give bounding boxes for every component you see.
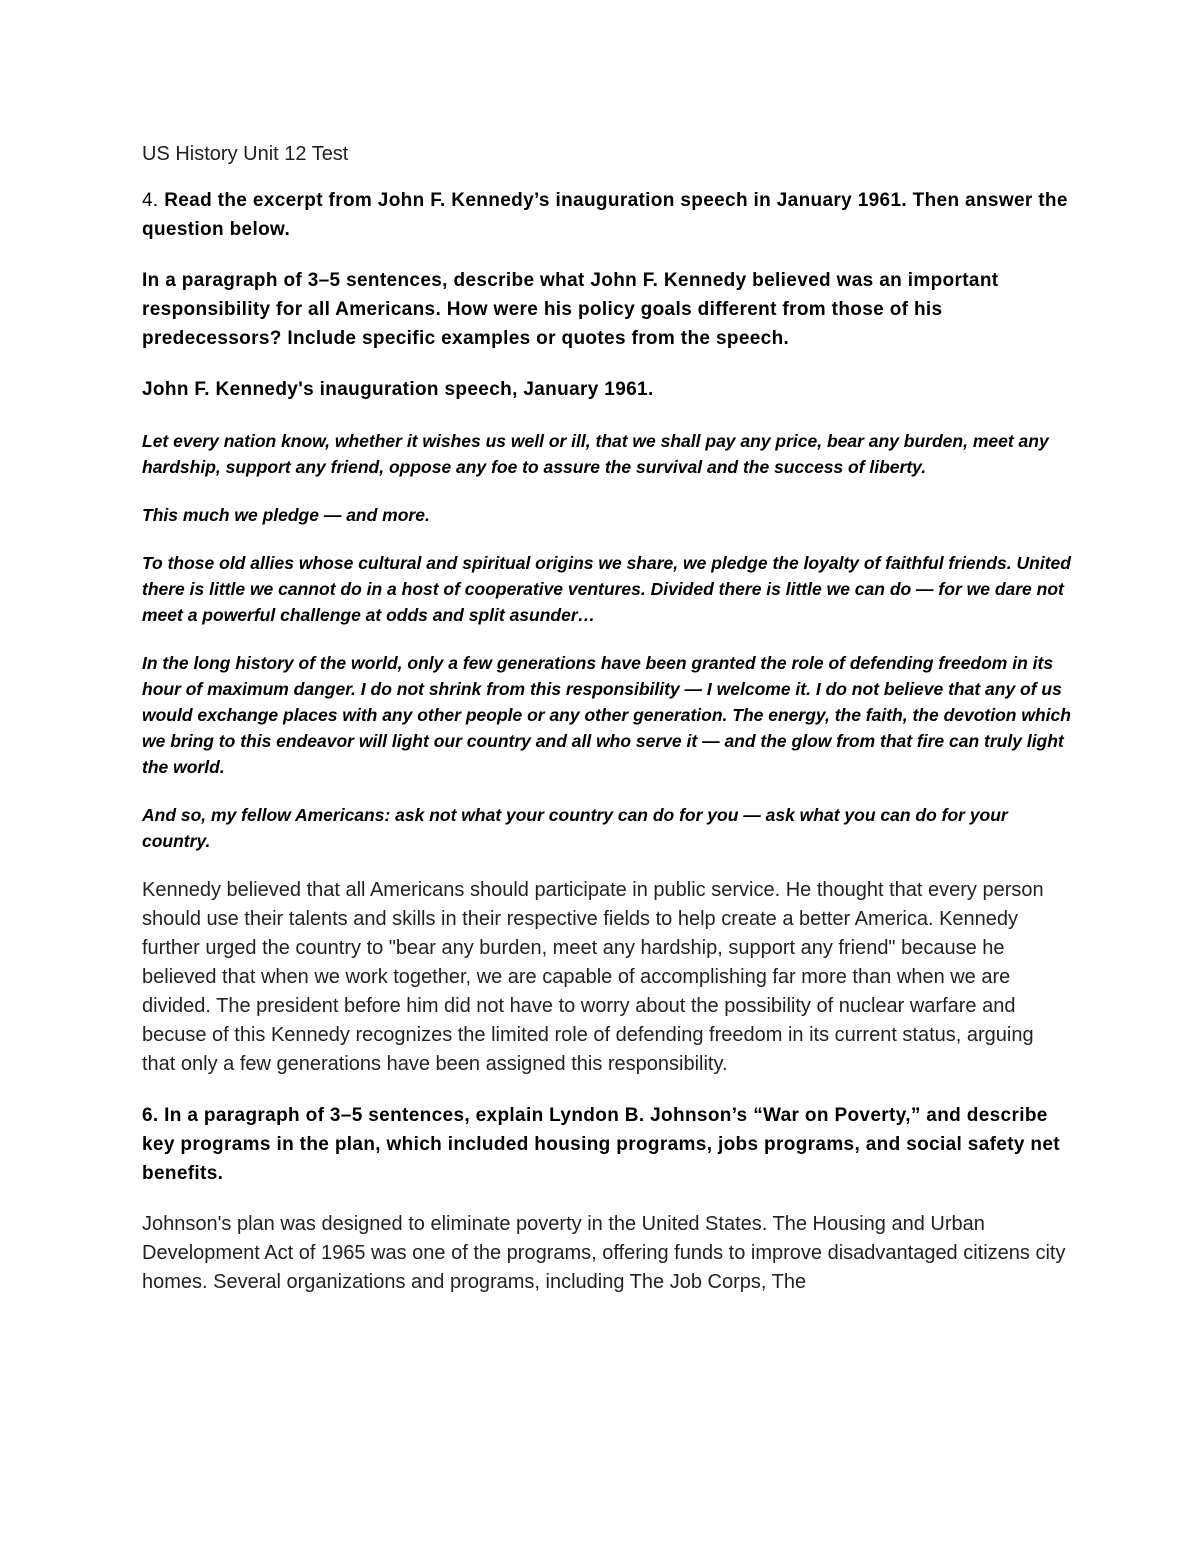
question-4-prompt-text: Read the excerpt from John F. Kennedy’s inauguration speech in January 1961. Then answer the question below. xyxy=(142,190,1068,240)
question-6-answer: Johnson's plan was designed to eliminate poverty in the United States. The Housing and Urban Development Act of 1965 was one of the programs, offering funds to improve disadvantaged citizens city homes. Several organizations and programs, including The Job Corps, The xyxy=(142,1213,1066,1293)
question-4-instructions: In a paragraph of 3–5 sentences, describe what John F. Kennedy believed was an important responsibility for all Americans. How were his policy goals different from those of his predecessors? Include specific examples or quotes from the speech. xyxy=(142,270,999,349)
question-4-number: 4. xyxy=(142,190,159,211)
question-4-prompt xyxy=(142,186,1072,244)
question-4-answer: Kennedy believed that all Americans should participate in public service. He thought that every person should use their talents and skills in their respective fields to help create a better America. Kennedy further urged the country to "bear any burden, meet any hardship, support any friend" because he believed that when we work together, we are capable of accomplishing far more than when we are divided. The president before him did not have to worry about the possibility of nuclear warfare and becuse of this Kennedy recognizes the limited role of defending freedom in its current status, arguing that only a few generations have been assigned this responsibility. xyxy=(142,879,1044,1075)
speech-quote-3: To those old allies whose cultural and spiritual origins we share, we pledge the loyalty of faithful friends. United there is little we cannot do in a host of cooperative ventures. Divided there is little we can do — for we dare not meet a powerful challenge at odds and split asunder… xyxy=(142,553,1071,625)
speech-quote-5: And so, my fellow Americans: ask not what your country can do for you — ask what you can do for your country. xyxy=(142,805,1008,851)
speech-quote-2: This much we pledge — and more. xyxy=(142,505,430,525)
document-title: US History Unit 12 Test xyxy=(142,143,349,165)
speech-quote-1: Let every nation know, whether it wishes us well or ill, that we shall pay any price, bear any burden, meet any hardship, support any friend, oppose any foe to assure the survival and the success of liberty. xyxy=(142,431,1049,477)
speech-quote-4: In the long history of the world, only a few generations have been granted the role of defending freedom in its hour of maximum danger. I do not shrink from this responsibility — I welcome it. I do not believe that any of us would exchange places with any other people or any other generation. The energy, the faith, the devotion which we bring to this endeavor will light our country and all who serve it — and the glow from that fire can truly light the world. xyxy=(142,653,1071,777)
document-page xyxy=(142,140,1072,1319)
question-6-prompt: 6. In a paragraph of 3–5 sentences, explain Lyndon B. Johnson’s “War on Poverty,” and describe key programs in the plan, which included housing programs, jobs programs, and social safety net benefits. xyxy=(142,1105,1060,1184)
speech-title: John F. Kennedy's inauguration speech, January 1961. xyxy=(142,379,654,400)
